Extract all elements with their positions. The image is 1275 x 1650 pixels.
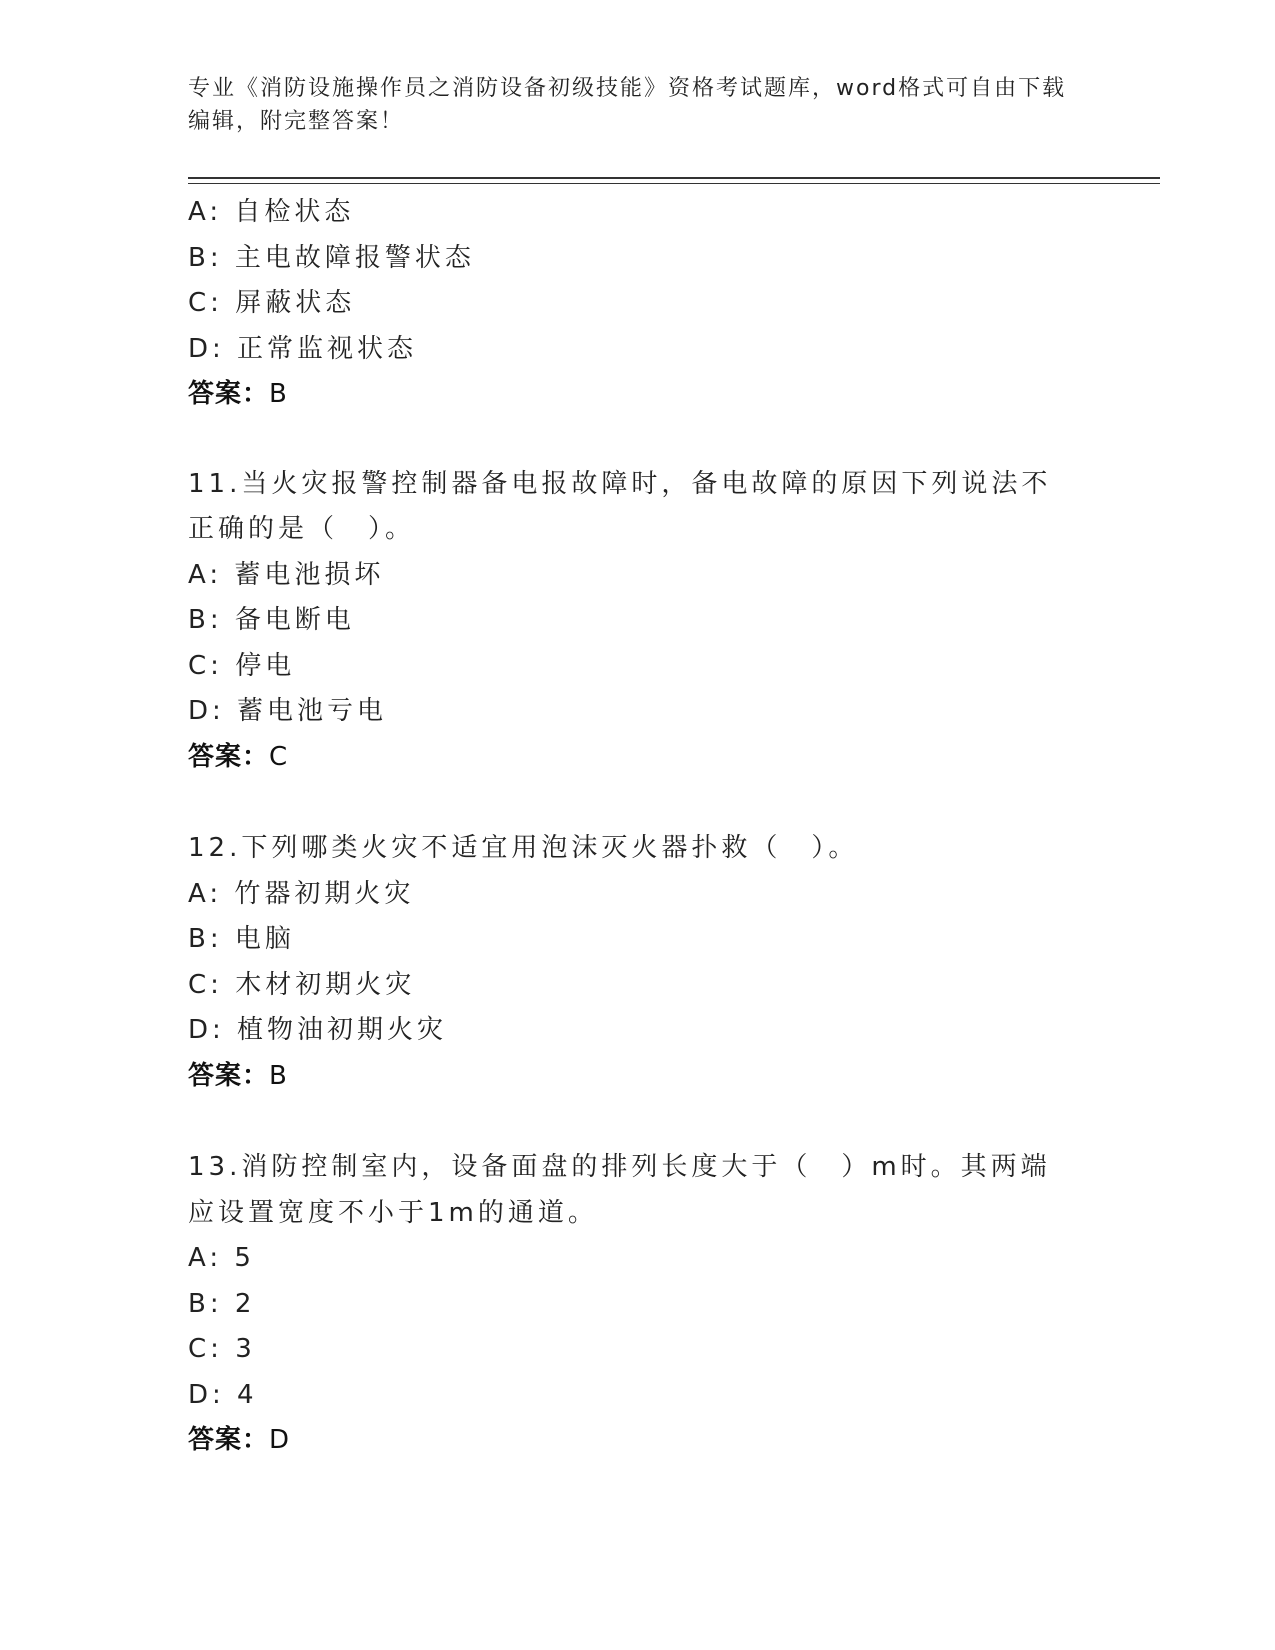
answer-label: 答案： — [188, 1060, 270, 1091]
option-text: 5 — [234, 1243, 255, 1273]
answer-line — [188, 372, 1088, 418]
option-letter: C: — [188, 288, 223, 318]
question-text: 12.下列哪类火灾不适宜用泡沫灭火器扑救（ ）。 — [188, 833, 859, 863]
answer-label: 答案： — [188, 741, 270, 772]
question-block-11 — [188, 462, 1088, 781]
question-text: 13.消防控制室内，设备面盘的排列长度大于（ ）m时。其两端应设置宽度不小于1m的通道。 — [188, 1152, 1051, 1228]
question-text: 11.当火灾报警控制器备电报故障时，备电故障的原因下列说法不正确的是（ ）。 — [188, 468, 1052, 544]
option-line — [188, 190, 1088, 236]
option-letter: A: — [188, 878, 223, 909]
option-letter: D: — [188, 333, 225, 364]
option-line — [188, 327, 1088, 373]
option-letter: D: — [188, 1015, 225, 1045]
option-letter: B: — [188, 924, 223, 954]
option-line — [188, 963, 1088, 1009]
option-line — [188, 1282, 1088, 1328]
option-line — [188, 1008, 1088, 1054]
answer-label: 答案： — [188, 379, 270, 409]
option-letter: C: — [188, 969, 223, 1000]
option-letter: C: — [188, 650, 223, 681]
question-list — [188, 190, 1088, 1464]
question-block-12 — [188, 826, 1088, 1099]
option-text: 2 — [234, 1288, 256, 1319]
option-text: 自检状态 — [234, 197, 355, 227]
option-text: 竹器初期火灾 — [234, 878, 415, 909]
option-letter: B: — [188, 242, 223, 273]
answer-label: 答案： — [188, 1425, 270, 1455]
option-text: 正常监视状态 — [237, 333, 418, 364]
question-block-prev — [188, 190, 1088, 418]
header-divider-thick — [188, 177, 1160, 179]
option-line — [188, 872, 1088, 918]
option-line — [188, 644, 1088, 690]
option-line — [188, 598, 1088, 644]
answer-line — [188, 1418, 1088, 1464]
option-line — [188, 1373, 1088, 1419]
option-letter: A: — [188, 1243, 223, 1273]
option-text: 备电断电 — [234, 605, 355, 635]
option-line — [188, 236, 1088, 282]
answer-value: C — [269, 741, 289, 772]
option-line — [188, 917, 1088, 963]
option-letter: C: — [188, 1334, 223, 1364]
option-letter: B: — [188, 1288, 223, 1319]
option-text: 电脑 — [234, 924, 295, 954]
question-block-13 — [188, 1145, 1088, 1464]
option-letter: A: — [188, 197, 223, 227]
answer-value: B — [269, 379, 288, 409]
option-text: 植物油初期火灾 — [237, 1015, 448, 1045]
option-text: 停电 — [235, 650, 296, 681]
option-text: 3 — [235, 1334, 256, 1364]
option-line — [188, 553, 1088, 599]
answer-line — [188, 1054, 1088, 1100]
document-header: 专业《消防设施操作员之消防设备初级技能》资格考试题库，word格式可自由下载编辑，附完整答案！ — [188, 76, 1067, 134]
option-text: 4 — [237, 1379, 258, 1410]
option-text: 主电故障报警状态 — [234, 242, 475, 273]
option-letter: B: — [188, 605, 223, 635]
answer-line — [188, 735, 1088, 781]
answer-value: B — [269, 1060, 288, 1091]
answer-value: D — [269, 1425, 291, 1455]
option-letter: D: — [188, 1379, 225, 1410]
option-line — [188, 281, 1088, 327]
option-text: 屏蔽状态 — [235, 288, 356, 318]
option-text: 木材初期火灾 — [235, 969, 416, 1000]
option-line — [188, 689, 1088, 735]
option-text: 蓄电池亏电 — [237, 696, 388, 726]
option-line — [188, 1327, 1088, 1373]
option-letter: A: — [188, 559, 223, 590]
option-letter: D: — [188, 696, 225, 726]
option-text: 蓄电池损坏 — [234, 559, 385, 590]
header-divider-thin — [188, 183, 1160, 184]
option-line — [188, 1236, 1088, 1282]
